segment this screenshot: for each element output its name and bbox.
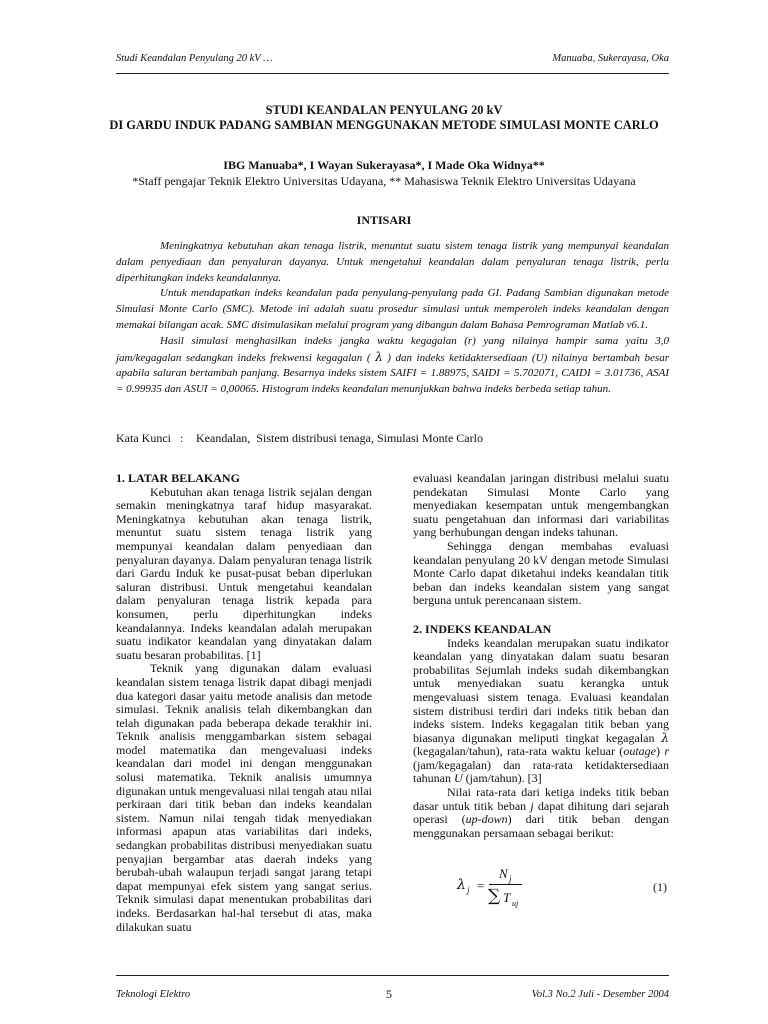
right-p3-text-b: dapat dihitung dari sejarah operasi ( bbox=[413, 798, 670, 827]
abstract-p3-text-a: Hasil simulasi menghasilkan indeks jangka waktu kegagalan (r) yang nilainya hampir sama yaitu 3,0 jam/kegagalan sedangkan indeks frekwensi kegagalan ( bbox=[116, 334, 669, 364]
left-paragraph-1: Kebutuhan akan tenaga listrik sejalan dengan semakin meningkatnya taraf hidup masyarakat. Meningkatnya kebutuhan akan tenaga listrik, menuntut suatu sistem tenaga listrik yang mempunyai keandalan dalam penyediaan dan penyaluran dayanya. Dalam penyaluran tenaga listrik dari Gardu Induk ke pusat-pusat beban diperlukan saluran distribusi. Untuk mengetahui keandalan dalam penyaluran tenaga listrik kepada para konsumen, perlu diperhitungkan indeks keandalannya. Indeks keandalan adalah merupakan suatu indikator keandalan yang dinyatakan dalam suatu besaran probabilitas. [1] bbox=[116, 484, 372, 662]
paper-authors: IBG Manuaba*, I Wayan Sukerayasa*, I Made Oka Widnya** bbox=[223, 158, 545, 172]
running-header-left: Studi Keandalan Penyulang 20 kV … bbox=[116, 53, 273, 64]
right-paragraph-1: Sehingga dengan membahas evaluasi keandalan penyulang 20 kV dengan metode Simulasi Monte Carlo dapat diketahui indeks keandalan titik beban dan indeks keandalan sistem yang sangat berguna untuk perencanaan sistem. bbox=[413, 538, 669, 608]
abstract-p3-text-b: ) dan indeks ketidaktersediaan (U) nilainya bertambah besar apabila saluran bertambah panjang. Besarnya indeks sistem SAIFI = 1.88975, SAIDI = 5.702071, CAIDI = 3.01736, ASAI = 0.99935 dan ASUI = 0,00065. Histogram indeks keandalan menunjukkan bahwa indeks berbeda setiap tahun. bbox=[116, 351, 669, 396]
paper-title-line-1: STUDI KEANDALAN PENYULANG 20 kV bbox=[265, 103, 503, 117]
abstract-paragraph-2: Untuk mendapatkan indeks keandalan pada penyulang-penyulang pada GI. Padang Sambian digunakan metode Simulasi Monte Carlo (SMC). Metode ini adalah suatu prosedur simulasi untuk memperoleh indeks keandalan dengan memakai bilangan acak. SMC disimulasikan melalui program yang dibangun dalam Bahasa Pemrograman Matlab v6.1. bbox=[116, 287, 669, 331]
equation-number: (1) bbox=[653, 880, 667, 894]
equation-equals: = bbox=[477, 878, 485, 893]
right-p3-text-d: ) dari titik beban dengan menggunakan persamaan sebagai berikut: bbox=[413, 812, 670, 840]
footer-rule bbox=[116, 975, 669, 976]
right-paragraph-2 bbox=[413, 637, 669, 787]
equation-lambda: λ bbox=[457, 877, 466, 893]
abstract-heading: INTISARI bbox=[356, 213, 412, 227]
paper-affiliation: *Staff pengajar Teknik Elektro Universitas Udayana, ** Mahasiswa Teknik Elektro Universitas Udayana bbox=[132, 174, 636, 188]
equation-denominator: T bbox=[503, 890, 511, 905]
equation-lambda-sub: j bbox=[467, 885, 470, 895]
equation-sum-symbol: ∑ bbox=[488, 886, 501, 906]
right-p2-text-e: (jam/kegagalan) dan rata-rata ketidaktersediaan tahunan bbox=[413, 757, 669, 786]
left-column bbox=[116, 472, 372, 934]
abstract-body bbox=[116, 239, 669, 398]
fraction-bar bbox=[489, 884, 522, 885]
right-paragraph-0: evaluasi keandalan jaringan distribusi melalui suatu pendekatan Simulasi Monte Carlo yang menyediakan kesempatan untuk mengembangkan suatu pengetahuan dan informasi dari variabilitas yang berhubungan dengan indeks tahunan. bbox=[413, 471, 669, 540]
right-paragraph-3 bbox=[413, 786, 669, 840]
right-p2-r: r bbox=[664, 744, 670, 759]
left-paragraph-2: Teknik yang digunakan dalam evaluasi keandalan sistem tenaga listrik dapat dibagi menjadi dua kategori dasar yaitu metode analisis dan metode simulasi. Teknik analisis telah dikembangkan dan telah digunakan pada beberapa dekade terakhir ini. Teknik analisis menggambarkan sistem sebagai model matematika dan mengevaluasi indeks keandalan dari model ini dengan menggunakan solusi matematika. Teknik analisis umumnya digunakan untuk mengevaluasi nilai tengah atau nilai perkiraan dari titik beban dan indeks keandalan sistem. Namun nilai tengah tidak menyediakan informasi apapun atas variabilitas dari indeks, sedangkan probabilitas distribusi menyediakan suatu penyajian bergambar atas daerah indeks yang berubah-ubah walaupun terjadi sangat jarang tetapi dapat mempunyai efek sistem yang sangat serius. Teknik simulasi dapat menentukan probabilitas dari indeks. Berdasarkan hal-hal tersebut di atas, maka dilakukan suatu bbox=[116, 661, 372, 934]
equation-numerator: N bbox=[499, 866, 508, 881]
right-p3-up-down: up-down bbox=[465, 812, 508, 827]
keywords-label: Kata Kunci : bbox=[116, 431, 184, 445]
section-1-heading: 1. LATAR BELAKANG bbox=[116, 471, 240, 485]
abstract-paragraph-1: Meningkatnya kebutuhan akan tenaga listrik, menuntut suatu sistem tenaga listrik yang mempunyai keandalan dalam penyediaan dan penyaluran dayanya. Untuk mengetahui keandalan dalam penyaluran tenaga listrik, perlu diperhitungkan indeks keandalannya. bbox=[116, 240, 669, 284]
abstract-paragraph-3 bbox=[116, 334, 669, 398]
footer-journal: Teknologi Elektro bbox=[116, 989, 191, 1000]
right-column bbox=[413, 472, 669, 840]
right-p2-text-f: (jam/tahun). [3] bbox=[462, 771, 542, 786]
right-p2-text-d: ) bbox=[655, 744, 665, 759]
right-p3-text-a: Nilai rata-rata dari ketiga indeks titik beban dasar untuk titik beban bbox=[413, 785, 669, 813]
page-number: 5 bbox=[386, 987, 392, 1001]
right-p2-text-a: Indeks keandalan merupakan suatu indikator keandalan yang dinyatakan dalam suatu besaran probabilitas Sejumlah indeks sudah dikembangkan untuk menyediakan suatu kerangka untuk mengevaluasi sistem tenaga. Evaluasi keandalan sistem distribusi terdiri dari indeks titik beban dan indeks sistem. Indeks kegagalan titik beban yang biasanya digunakan meliputi tingkat kegagalan bbox=[413, 635, 669, 745]
section-2-heading: 2. INDEKS KEANDALAN bbox=[413, 621, 552, 636]
paper-title-line-2: DI GARDU INDUK PADANG SAMBIAN MENGGUNAKAN METODE SIMULASI MONTE CARLO bbox=[109, 118, 659, 132]
running-header-right: Manuaba, Sukerayasa, Oka bbox=[552, 53, 669, 64]
keywords-text: Keandalan, Sistem distribusi tenaga, Simulasi Monte Carlo bbox=[196, 431, 483, 445]
header-rule bbox=[116, 73, 669, 74]
lambda-symbol: λ bbox=[375, 349, 383, 364]
right-p2-u: U bbox=[454, 771, 463, 786]
equation-numerator-sub: j bbox=[509, 874, 512, 884]
right-p3-j: j bbox=[530, 798, 534, 813]
right-p2-outage: outage bbox=[623, 744, 656, 759]
lambda-inline-symbol: λ bbox=[661, 730, 669, 745]
right-p2-text-b: (kegagalan/tahun), rata-rata waktu keluar ( bbox=[413, 744, 624, 759]
footer-volume: Vol.3 No.2 Juli - Desember 2004 bbox=[531, 989, 669, 1000]
equation-denominator-sub: uj bbox=[512, 899, 519, 908]
